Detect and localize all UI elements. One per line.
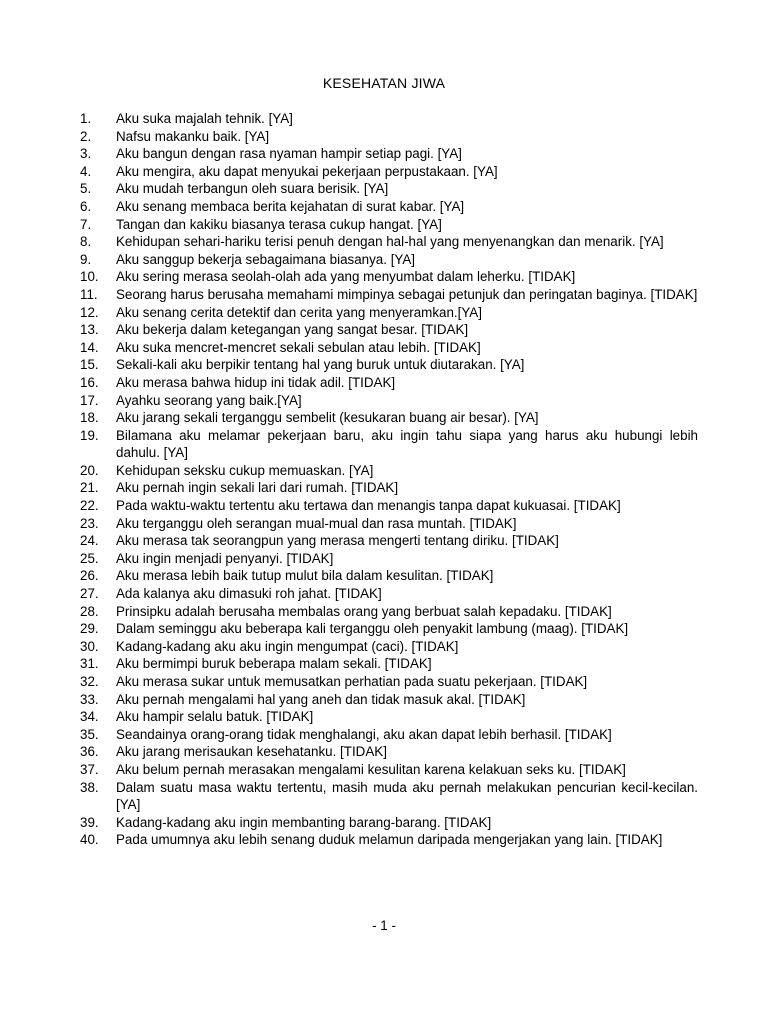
item-number: 4. xyxy=(80,163,92,179)
item-number: 3. xyxy=(80,146,92,162)
item-text: Kadang-kadang aku aku ingin mengumpat (caci). [TIDAK] xyxy=(116,638,459,654)
list-item xyxy=(80,532,698,550)
list-item xyxy=(80,233,698,251)
item-number: 23. xyxy=(80,515,99,531)
item-text: Kehidupan sehari-hariku terisi penuh dengan hal-hal yang menyenangkan dan menarik. [YA] xyxy=(116,234,664,250)
list-item xyxy=(80,268,698,286)
list-item xyxy=(80,339,698,357)
item-text: Aku terganggu oleh serangan mual-mual dan rasa muntah. [TIDAK] xyxy=(116,515,517,531)
item-number: 21. xyxy=(80,480,99,496)
item-text: Aku merasa lebih baik tutup mulut bila dalam kesulitan. [TIDAK] xyxy=(116,568,494,584)
list-item xyxy=(80,567,698,585)
item-text: Ayahku seorang yang baik.[YA] xyxy=(116,392,302,408)
item-number: 40. xyxy=(80,832,99,848)
item-text: Sekali-kali aku berpikir tentang hal yang buruk untuk diutarakan. [YA] xyxy=(116,357,525,373)
list-item xyxy=(80,743,698,761)
list-item xyxy=(80,216,698,234)
list-item xyxy=(80,462,698,480)
item-text: Aku ingin menjadi penyanyi. [TIDAK] xyxy=(116,550,334,566)
item-text: Aku bekerja dalam ketegangan yang sangat besar. [TIDAK] xyxy=(116,322,469,338)
item-text: Aku sanggup bekerja sebagaimana biasanya. [YA] xyxy=(116,251,416,267)
item-text: Aku suka majalah tehnik. [YA] xyxy=(116,111,293,126)
item-number: 36. xyxy=(80,744,99,760)
item-number: 5. xyxy=(80,181,92,197)
list-item xyxy=(80,779,698,814)
list-item xyxy=(80,479,698,497)
item-number: 34. xyxy=(80,709,99,725)
item-text: Seandainya orang-orang tidak menghalangi, aku akan dapat lebih berhasil. [TIDAK] xyxy=(116,726,612,742)
item-number: 24. xyxy=(80,533,99,549)
list-item xyxy=(80,655,698,673)
item-text: Aku senang cerita detektif dan cerita yang menyeramkan.[YA] xyxy=(116,304,482,320)
item-number: 1. xyxy=(80,111,92,126)
item-text: Aku belum pernah merasakan mengalami kesulitan karena kelakuan seks ku. [TIDAK] xyxy=(116,761,626,777)
item-text: Seorang harus berusaha memahami mimpinya sebagai petunjuk dan peringatan baginya. [TIDAK] xyxy=(116,286,698,302)
list-item xyxy=(80,251,698,269)
list-item xyxy=(80,673,698,691)
list-item xyxy=(80,550,698,568)
list-item xyxy=(80,761,698,779)
list-item xyxy=(80,497,698,515)
item-number: 39. xyxy=(80,814,99,830)
item-number: 27. xyxy=(80,586,99,602)
item-text: Bilamana aku melamar pekerjaan baru, aku ingin tahu siapa yang harus aku hubungi lebih dahulu. [YA] xyxy=(116,427,698,461)
item-text: Aku pernah ingin sekali lari dari rumah. [TIDAK] xyxy=(116,480,399,496)
item-text: Aku jarang sekali terganggu sembelit (kesukaran buang air besar). [YA] xyxy=(116,410,539,426)
item-text: Dalam suatu masa waktu tertentu, masih muda aku pernah melakukan pencurian kecil-kecilan.[YA] xyxy=(116,779,698,813)
item-number: 18. xyxy=(80,410,99,426)
item-number: 9. xyxy=(80,251,92,267)
item-text: Kadang-kadang aku ingin membanting barang-barang. [TIDAK] xyxy=(116,814,492,830)
list-item xyxy=(80,409,698,427)
item-text: Aku bermimpi buruk beberapa malam sekali. [TIDAK] xyxy=(116,656,432,672)
item-text: Aku bangun dengan rasa nyaman hampir setiap pagi. [YA] xyxy=(116,146,462,162)
item-text: Ada kalanya aku dimasuki roh jahat. [TIDAK] xyxy=(116,586,382,602)
item-number: 15. xyxy=(80,357,99,373)
item-text: Aku merasa bahwa hidup ini tidak adil. [TIDAK] xyxy=(116,374,396,390)
item-number: 30. xyxy=(80,638,99,654)
question-list xyxy=(80,110,698,849)
item-text: Nafsu makanku baik. [YA] xyxy=(116,128,270,144)
list-item xyxy=(80,427,698,462)
list-item xyxy=(80,726,698,744)
list-item xyxy=(80,515,698,533)
item-number: 32. xyxy=(80,674,99,689)
item-number: 2. xyxy=(80,128,92,144)
item-number: 35. xyxy=(80,726,99,742)
item-number: 11. xyxy=(80,286,98,302)
item-text: Prinsipku adalah berusaha membalas orang yang berbuat salah kepadaku. [TIDAK] xyxy=(116,603,612,619)
item-number: 19. xyxy=(80,427,99,443)
item-number: 29. xyxy=(80,621,99,637)
item-text: Pada waktu-waktu tertentu aku tertawa dan menangis tanpa dapat kukuasai. [TIDAK] xyxy=(116,498,621,514)
item-text: Dalam seminggu aku beberapa kali terganggu oleh penyakit lambung (maag). [TIDAK] xyxy=(116,621,629,637)
item-text: Aku suka mencret-mencret sekali sebulan atau lebih. [TIDAK] xyxy=(116,339,481,355)
list-item xyxy=(80,198,698,216)
item-text: Aku hampir selalu batuk. [TIDAK] xyxy=(116,709,314,725)
list-item xyxy=(80,708,698,726)
item-text: Aku sering merasa seolah-olah ada yang menyumbat dalam leherku. [TIDAK] xyxy=(116,269,576,285)
page-title: KESEHATAN JIWA xyxy=(322,75,446,91)
item-text: Aku senang membaca berita kejahatan di surat kabar. [YA] xyxy=(116,198,465,214)
item-text: Aku pernah mengalami hal yang aneh dan tidak masuk akal. [TIDAK] xyxy=(116,691,526,707)
item-number: 37. xyxy=(80,761,99,777)
item-text: Aku merasa sukar untuk memusatkan perhatian pada suatu pekerjaan. [TIDAK] xyxy=(116,674,588,689)
list-item xyxy=(80,691,698,709)
item-number: 12. xyxy=(80,304,99,320)
item-number: 8. xyxy=(80,234,92,250)
list-item xyxy=(80,814,698,832)
item-number: 33. xyxy=(80,691,99,707)
item-number: 13. xyxy=(80,322,99,338)
item-number: 26. xyxy=(80,568,99,584)
list-item xyxy=(80,180,698,198)
item-text: Tangan dan kakiku biasanya terasa cukup hangat. [YA] xyxy=(116,216,442,232)
list-item xyxy=(80,110,698,128)
item-text: Aku jarang merisaukan kesehatanku. [TIDAK] xyxy=(116,744,387,760)
item-number: 28. xyxy=(80,603,99,619)
list-item xyxy=(80,620,698,638)
item-number: 31. xyxy=(80,656,99,672)
list-item xyxy=(80,392,698,410)
list-item xyxy=(80,128,698,146)
list-item xyxy=(80,585,698,603)
item-text: Pada umumnya aku lebih senang duduk melamun daripada mengerjakan yang lain. [TIDAK] xyxy=(116,832,663,848)
list-item xyxy=(80,638,698,656)
list-item xyxy=(80,163,698,181)
list-item xyxy=(80,603,698,621)
item-text: Aku mudah terbangun oleh suara berisik. [YA] xyxy=(116,181,389,197)
item-number: 17. xyxy=(80,392,99,408)
item-number: 7. xyxy=(80,216,92,232)
list-item xyxy=(80,356,698,374)
list-item xyxy=(80,145,698,163)
list-item xyxy=(80,374,698,392)
item-text: Aku mengira, aku dapat menyukai pekerjaan perpustakaan. [YA] xyxy=(116,163,498,179)
item-number: 22. xyxy=(80,498,99,514)
item-number: 38. xyxy=(80,779,99,795)
list-item xyxy=(80,831,698,849)
item-number: 16. xyxy=(80,374,99,390)
list-item xyxy=(80,321,698,339)
item-number: 10. xyxy=(80,269,99,285)
list-item xyxy=(80,304,698,322)
item-number: 20. xyxy=(80,462,99,478)
list-item xyxy=(80,286,698,304)
item-text: Kehidupan seksku cukup memuaskan. [YA] xyxy=(116,462,374,478)
item-text: Aku merasa tak seorangpun yang merasa mengerti tentang diriku. [TIDAK] xyxy=(116,533,559,549)
item-number: 6. xyxy=(80,198,92,214)
page-number: - 1 - xyxy=(372,918,396,933)
item-number: 14. xyxy=(80,339,99,355)
item-number: 25. xyxy=(80,550,99,566)
